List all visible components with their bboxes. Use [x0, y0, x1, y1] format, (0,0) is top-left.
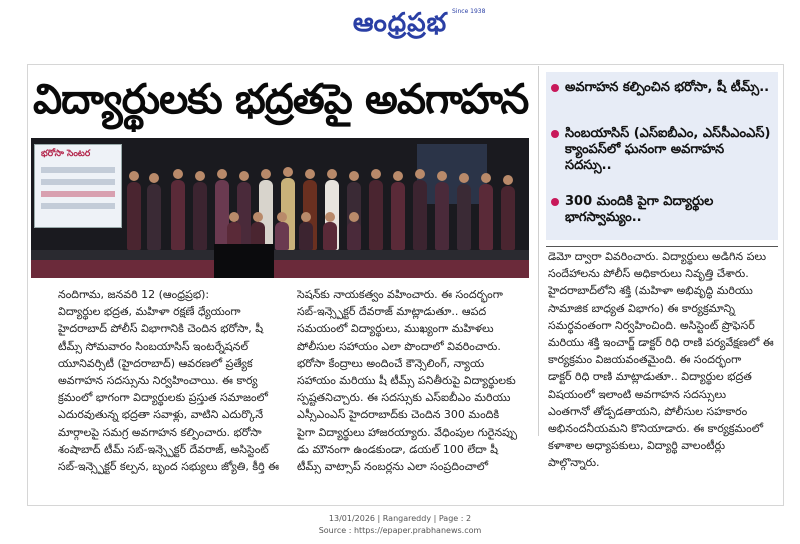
article-headline: విద్యార్థులకు భద్రతపై అవగాహన — [33, 75, 529, 123]
newspaper-logo[interactable]: ఆంధ్రప్రభ — [352, 8, 448, 38]
highlight-item: 300 మందికి పైగా విద్యార్థుల భాగస్వామ్యం.. — [553, 194, 775, 226]
bullet-dot-icon — [551, 198, 559, 206]
page-meta: 13/01/2026 | Rangareddy | Page : 2 — [328, 514, 472, 523]
bullet-dot-icon — [551, 84, 559, 92]
projector-screen — [417, 144, 487, 204]
masthead — [0, 0, 800, 56]
logo-tagline: Since 1938 — [452, 8, 486, 15]
column-divider — [538, 66, 539, 436]
highlight-item: సింబయాసిస్ (ఎస్‌ఐబీఎం, ఎస్‌సీఎంఎస్) క్యాంపస్‌లో ఘనంగా అవగాహన సదస్సు.. — [553, 126, 775, 174]
bullet-dot-icon — [551, 130, 559, 138]
event-photo — [31, 138, 529, 278]
body-column-3: డెమో ద్వారా వివరించారు. విద్యార్థులు అడిగిన పలు సందేహాలను పోలీస్ అధికారులు నివృత్తి చేశారు. హైదరాబాద్‌లోని శక్తి (మహిళా అభివృద్ధి మరియు సామాజిక బాధ్యత విభాగం) ఈ కార్యక్రమాన్ని సమర్థవంతంగా నిర్వహించింది. అసిస్టెంట్ ప్రొఫెసర్ మరియు శక్తి ఇంచార్జ్ డాక్టర్ రిధి రాణి పర్యవేక్షణలో ఈ కార్యక్రమం విజయవంతమైంది. ఈ సందర్భంగా డాక్టర్ రిధి రాణి మాట్లాడుతూ.. విద్యార్థుల భద్రత విషయంలో ఇలాంటి అవగాహన సదస్సులు ఎంతగానో తోడ్పడతాయని, పోలీసుల సహకారం అభినందనీయమని కొనియాడారు. ఈ కార్యక్రమంలో కళాశాల అధ్యాపకులు, విద్యార్థి వాలంటీర్లు పాల్గొన్నారు. — [548, 250, 774, 470]
body-column-2: సెషన్‌కు నాయకత్వం వహించారు. ఈ సందర్భంగా సబ్-ఇన్స్పెక్టర్ దేవరాజ్ మాట్లాడుతూ.. ఆపద సమయంలో విద్యార్థులు, ముఖ్యంగా మహిళలు పోలీసుల సహాయం ఎలా పొందాలో వివరించారు. భరోసా కేంద్రాలు అందించే కౌన్సెలింగ్, న్యాయ సహాయం మరియు షీ టీమ్స్ పనితీరుపై విద్యార్థులకు స్పష్టతనిచ్చారు. ఈ సదస్సుకు ఎస్ఐబీఎం మరియు ఎస్సీఎంఎస్ హైదరాబాద్‌కు చెందిన 300 మందికి పైగా విద్యార్థులు హాజరయ్యారు. వేధింపుల గురైనప్పు డు మౌనంగా ఉండకుండా, డయల్ 100 లేదా షీ టీమ్స్ వాట్సాప్ నంబర్లను ఎలా సంప్రదించాలో — [297, 288, 518, 474]
source-link[interactable]: Source : https://epaper.prabhanews.com — [318, 526, 482, 535]
stage — [31, 260, 529, 278]
stage-speaker — [214, 244, 274, 278]
banner-title: భరోసా సెంటర — [41, 149, 91, 159]
sidebar-divider — [546, 246, 778, 247]
body-column-1: నందిగామ, జనవరి 12 (ఆంధ్రప్రభ): విద్యార్థుల భద్రత, మహిళా రక్షణే ధ్యేయంగా హైదరాబాద్ పోలీస్ విభాగానికి చెందిన భరోసా, షీ టీమ్స్ సోమవారం సింబయాసిస్ ఇంటర్నేషనల్ యూనివర్సిటీ (హైదరాబాద్) ఆవరణలో ప్రత్యేక అవగాహన సదస్సును నిర్వహించాయి. ఈ కార్య క్రమంలో భాగంగా విద్యార్థులకు ప్రస్తుత సమాజంలో ఎదురవుతున్న భద్రతా సవాళ్లు, వాటిని ఎదుర్కొనే మార్గాలపై సమగ్ర అవగాహన కల్పించారు. భరోసా శంషాబాద్ టీమ్ సబ్-ఇన్స్పెక్టర్ దేవరాజ్, అసిస్టెంట్ సబ్-ఇన్స్పెక్టర్ కల్పన, బృంద సభ్యులు జ్యోతి, కీర్తి ఈ — [58, 288, 280, 474]
event-banner — [34, 144, 122, 228]
highlight-item: అవగాహన కల్పించిన భరోసా, షీ టీమ్స్.. — [553, 80, 775, 96]
stage-edge — [31, 250, 529, 260]
